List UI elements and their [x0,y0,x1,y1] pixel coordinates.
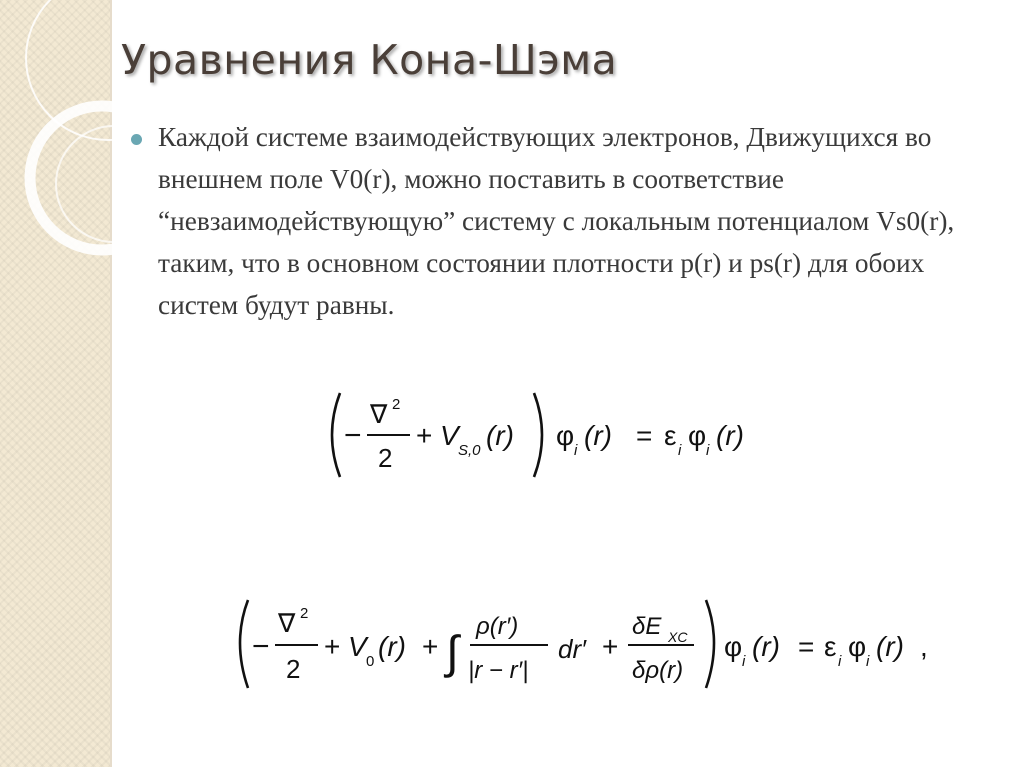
eq2-potential-symbol: V [348,631,367,662]
eq2-potential-arg: (r) [378,631,406,662]
eq2-nabla: ∇ [278,608,296,638]
eq2-phi-right-subscript: i [866,653,870,670]
equation-kohn-sham-2 [228,592,948,702]
eq1-minus: − [344,419,362,452]
eq1-phi-right-subscript: i [706,442,710,459]
decorative-rings [0,0,112,280]
eq1-potential-symbol: V [440,420,459,451]
equation-kohn-sham-1 [318,385,788,485]
eq2-integral: ∫ [446,626,459,678]
eq2-epsilon-subscript: i [838,653,842,670]
eq1-denominator: 2 [378,443,393,473]
bullet-dot [131,134,142,145]
slide-body-text: Каждой системе взаимодействующих электронов, Движущихся во внешнем поле V0(r), можно поставить в соответствие “невзаимодействующую” систему с локальным потенциалом Vs0(r), таким, что в основном состоянии плотности p(r) и ps(r) для обоих систем будут равны. [158,122,955,320]
eq2-phi-right: φ [848,631,867,662]
eq2-trailing-comma: , [920,631,928,662]
eq2-denominator: 2 [286,654,301,684]
right-paren [534,393,542,477]
eq2-phi-arg: (r) [752,631,780,662]
eq1-epsilon: ε [664,420,677,451]
eq2-potential-subscript: 0 [366,653,375,670]
eq2-minus: − [252,630,270,663]
eq1-potential-arg: (r) [486,420,514,451]
eq2-exchange-energy: δE [632,613,662,640]
eq1-phi-right-arg: (r) [716,420,744,451]
right-paren [706,600,714,688]
eq2-equals: = [798,631,815,662]
slide-title: Уравнения Кона-Шэма [121,36,618,84]
eq2-phi: φ [724,631,743,662]
eq2-plus-3: + [602,631,619,662]
left-paren [332,393,340,477]
eq2-phi-right-arg: (r) [876,631,904,662]
eq2-differential: dr′ [558,634,586,664]
eq1-epsilon-subscript: i [678,442,682,459]
eq2-density-numerator: ρ(r′) [476,613,519,640]
eq1-nabla-power: 2 [392,396,401,413]
eq2-nabla-power: 2 [300,605,309,622]
eq2-plus-1: + [324,631,341,662]
eq1-nabla: ∇ [370,399,388,429]
eq2-epsilon: ε [824,631,837,662]
left-paren [240,600,248,688]
eq1-phi: φ [556,420,575,451]
eq1-plus: + [416,420,433,451]
eq1-phi-subscript: i [574,442,578,459]
eq2-density-variation: δρ(r) [632,657,684,684]
eq2-plus-2: + [422,631,439,662]
eq2-distance-denominator: |r − r′| [468,657,529,684]
eq1-equals: = [636,420,653,451]
eq1-potential-subscript: S,0 [458,442,481,459]
eq2-phi-subscript: i [742,653,746,670]
eq1-phi-arg: (r) [584,420,612,451]
eq2-xc-subscript: XC [668,629,688,645]
eq1-phi-right: φ [688,420,707,451]
